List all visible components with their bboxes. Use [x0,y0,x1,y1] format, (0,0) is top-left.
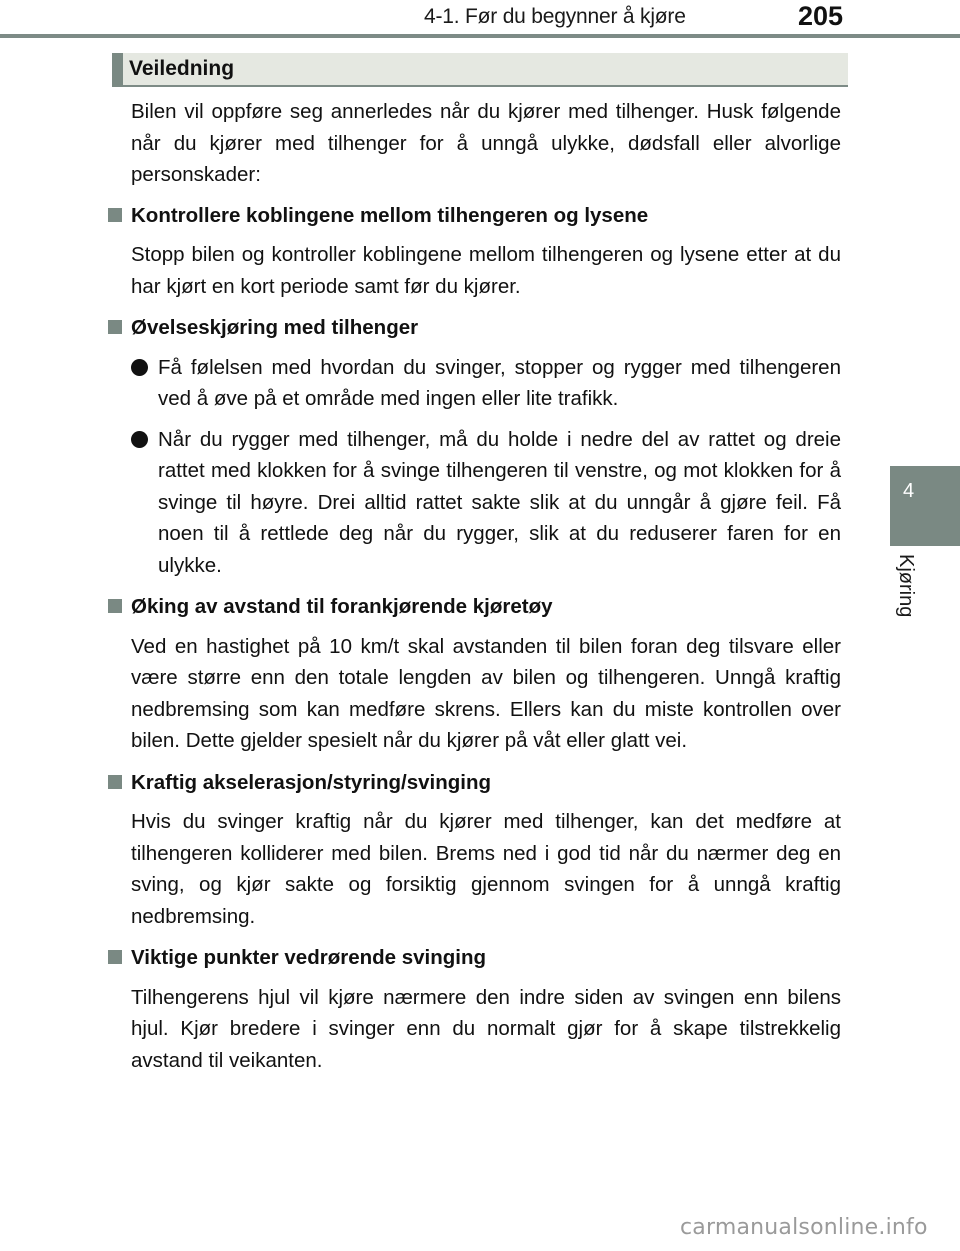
subheading-text: Kontrollere koblingene mellom tilhengeren og lysene [131,203,649,227]
chapter-tab-number: 4 [903,480,915,502]
header-rule [0,34,960,38]
section-header [112,53,848,87]
subheading [108,591,818,623]
circle-bullet-icon [131,359,148,376]
list-item [131,424,841,582]
subheading [108,767,818,799]
subheading-text: Øking av avstand til forankjørende kjøretøy [131,595,553,618]
body-paragraph: Hvis du svinger kraftig når du kjører med tilhenger, kan det medføre at tilhengeren kolliderer med bilen. Brems ned i god tid når du nærmer deg en sving, og kjør sakte og forsiktig gjennom svingen for å unngå kraftig nedbremsing. [131,810,841,928]
body-paragraph: Tilhengerens hjul vil kjøre nærmere den indre siden av svingen enn bilens hjul. Kjør bredere i svinger enn du normalt gjør for å skape tilstrekkelig avstand til veikanten. [131,985,841,1072]
subheading [108,942,818,974]
chapter-tab-label [893,554,917,634]
circle-bullet-icon [131,431,148,448]
watermark[interactable]: carmanualsonline.info [680,1215,928,1240]
list-item-text: Når du rygger med tilhenger, må du holde i nedre del av rattet og dreie rattet med klokken for å svinge tilhengeren til venstre, og mot klokken for å svinge til høyre. Drei alltid rattet sakte slik at du unngår å gjøre feil. Få noen til å rettlede deg når du rygger, slik at du reduserer faren for en ulykke. [158,427,841,577]
chapter-title: 4-1. Før du begynner å kjøre [424,5,686,28]
section-header-bar [112,53,123,87]
content [131,96,841,1086]
square-bullet-icon [108,950,122,964]
square-bullet-icon [108,208,122,222]
section-title: Veiledning [129,57,235,80]
chapter-tab-label-text: Kjøring [895,554,917,618]
square-bullet-icon [108,599,122,613]
subheading-text: Kraftig akselerasjon/styring/svinging [131,770,491,794]
page-number: 205 [798,1,844,31]
running-head [0,0,960,36]
chapter-tab[interactable] [890,466,960,546]
body-paragraph: Stopp bilen og kontroller koblingene mellom tilhengeren og lysene etter at du har kjørt en kort periode samt før du kjører. [131,243,841,298]
list-item-text: Få følelsen med hvordan du svinger, stopper og rygger med tilhengeren ved å øve på et område med ingen eller lite trafikk. [158,355,841,410]
square-bullet-icon [108,775,122,789]
square-bullet-icon [108,320,122,334]
bullet-list [131,352,841,582]
subheading [108,200,818,232]
subheading-text: Viktige punkter vedrørende svinging [131,946,487,969]
body-paragraph: Ved en hastighet på 10 km/t skal avstanden til bilen foran deg tilsvare eller være større enn den totale lengden av bilen og tilhengeren. Unngå kraftig nedbremsing som kan medføre skrens. Ellers kan du miste kontrollen over bilen. Dette gjelder spesielt når du kjører på våt eller glatt vei. [131,634,841,752]
subheading-text: Øvelseskjøring med tilhenger [131,316,419,339]
subheading [108,312,818,344]
intro-paragraph: Bilen vil oppføre seg annerledes når du kjører med tilhenger. Husk følgende når du kjører med tilhenger for å unngå ulykke, dødsfall eller alvorlige personskader: [131,100,841,186]
list-item [131,352,841,415]
